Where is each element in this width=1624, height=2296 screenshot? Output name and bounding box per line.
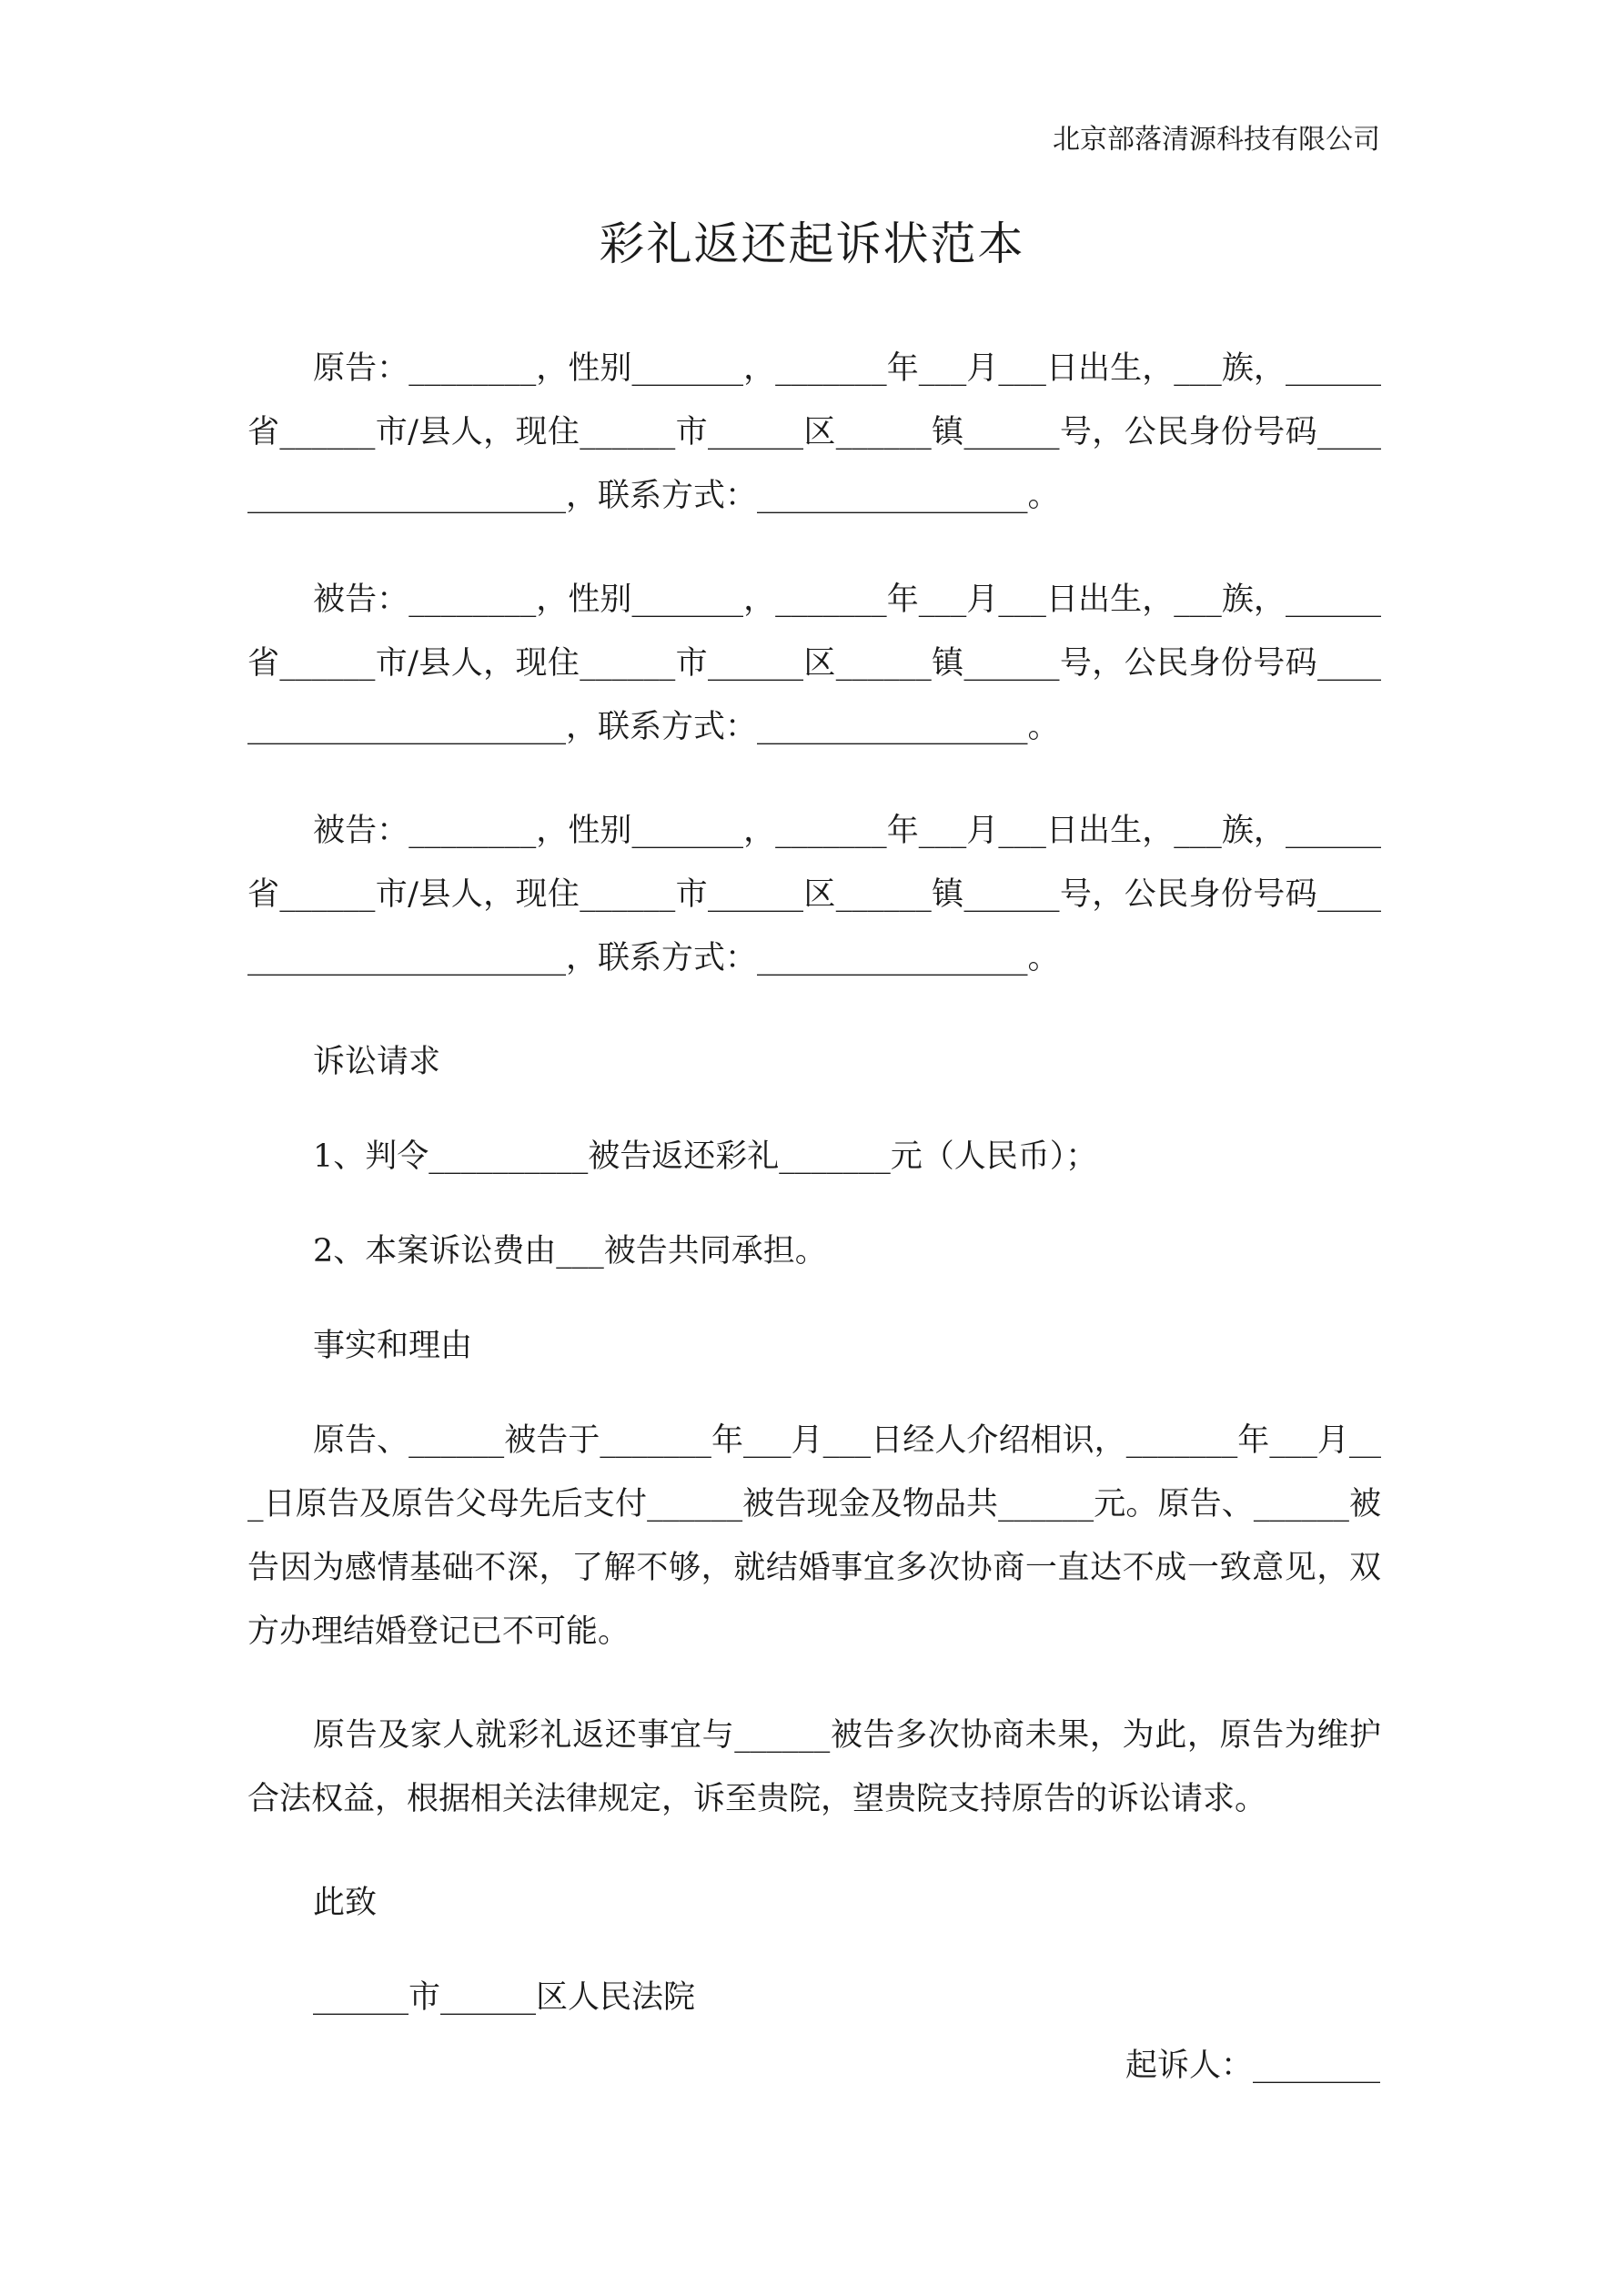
defendant-info-1: 被告：________，性别_______，_______年___月___日出生，___族，______省______市/县人，现住______市______区______镇______号，公民身份号码________________________，联系方式：_________________。 — [247, 582, 1381, 745]
claims-heading: 诉讼请求 — [313, 1044, 441, 1080]
document-body — [247, 337, 1381, 2060]
court-name: ______市______区人民法院 — [313, 1979, 696, 2016]
facts-heading: 事实和理由 — [313, 1328, 473, 1364]
claim-item-1: 1、判令__________被告返还彩礼_______元（人民币）； — [313, 1138, 1098, 1175]
plaintiff-signature: 起诉人：________ — [1125, 2048, 1380, 2084]
facts-paragraph-1: 原告、______被告于_______年___月___日经人介绍相识，_______年___月___日原告及原告父母先后支付______被告现金及物品共______元。原告、______被告因为感情基础不深，了解不够，就结婚事宜多次协商一直达不成一致意见，双方办理结婚登记已不可能。 — [247, 1422, 1381, 1650]
document-title: 彩礼返还起诉状范本 — [599, 217, 1025, 270]
plaintiff-info: 原告：________，性别_______，_______年___月___日出生，___族，______省______市/县人，现住______市______区______镇______号，公民身份号码________________________，联系方式：_________________。 — [247, 350, 1381, 514]
facts-paragraph-2: 原告及家人就彩礼返还事宜与______被告多次协商未果，为此，原告为维护合法权益，根据相关法律规定，诉至贵院，望贵院支持原告的诉讼请求。 — [247, 1717, 1381, 1817]
company-name: 北京部落清源科技有限公司 — [1053, 124, 1380, 156]
closing-salutation: 此致 — [313, 1885, 378, 1921]
defendant-info-2: 被告：________，性别_______，_______年___月___日出生，___族，______省______市/县人，现住______市______区______镇______号，公民身份号码________________________，联系方式：_________________。 — [247, 813, 1381, 976]
claim-item-2: 2、本案诉讼费由___被告共同承担。 — [313, 1233, 827, 1269]
